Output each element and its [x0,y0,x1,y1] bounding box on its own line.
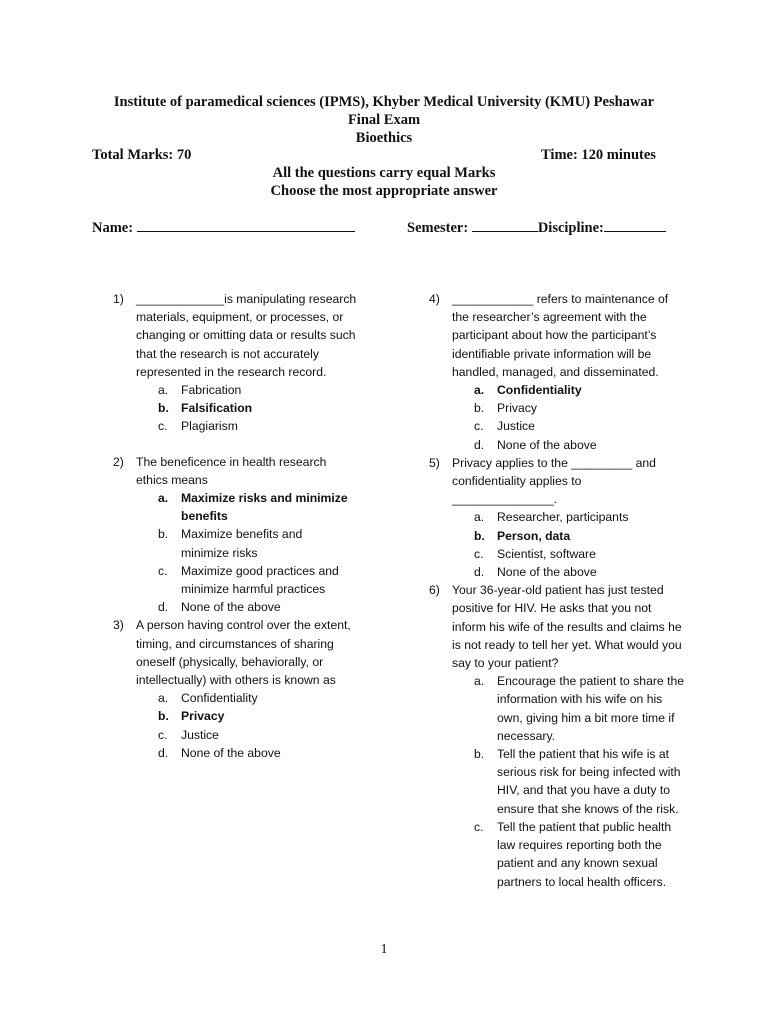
semester-label: Semester: [407,220,469,236]
question-text: Privacy applies to the _________ and confidentiality applies to _______________. [452,455,656,507]
option-text: Scientist, software [497,546,596,561]
page-number: 1 [380,942,388,957]
option-letter: a. [158,383,169,398]
question-number: 5) [429,455,440,470]
option-6b[interactable] [474,745,687,818]
option-letter: a. [158,691,169,706]
option-text: Maximize risks and minimize benefits [181,491,348,524]
option-letter: a. [474,510,485,525]
question-2 [113,453,363,617]
option-4a[interactable] [474,381,687,399]
option-text: Privacy [497,401,537,416]
option-4d[interactable] [474,436,687,454]
option-text: Justice [181,727,219,742]
option-3b[interactable] [158,707,363,725]
exam-time: Time: 120 minutes [541,147,656,163]
option-text: Falsification [181,401,253,416]
subject-title: Bioethics [355,130,413,146]
option-text: Maximize good practices and minimize harmful practices [181,563,339,597]
option-6a[interactable] [474,672,687,745]
option-letter: a. [474,383,485,398]
question-text: The beneficence in health research ethics means [136,454,327,487]
option-text: Justice [497,419,535,434]
option-1c[interactable] [158,417,363,435]
question-number: 4) [429,292,440,306]
name-row [92,218,355,237]
option-2c[interactable] [158,562,361,598]
option-4b[interactable] [474,399,687,417]
option-text: None of the above [497,437,597,452]
option-text: Tell the patient that his wife is at serious risk for being infected with HIV, and that you have a duty to ensure that she knows of the risk. [497,747,681,816]
question-4 [429,290,687,454]
option-letter: b. [158,709,169,724]
institute-title: Institute of paramedical sciences (IPMS), Khyber Medical University (KMU) Peshawar [113,94,655,110]
option-letter: c. [158,563,168,578]
option-text: Confidentiality [497,383,582,398]
option-3a[interactable] [158,689,363,707]
option-text: Tell the patient that public health law requires reporting both the patient and any known sexual partners to local health officers. [497,819,672,889]
option-letter: b. [474,747,485,762]
option-letter: a. [158,491,169,506]
semester-blank[interactable] [472,218,538,232]
question-number: 3) [113,618,124,633]
option-letter: d. [474,437,485,452]
question-number: 2) [113,454,124,469]
option-3d[interactable] [158,744,363,762]
option-letter: c. [474,546,484,561]
question-number: 1) [113,292,124,306]
exam-title: Final Exam [347,112,421,128]
option-5b[interactable] [474,527,687,545]
option-text: Plagiarism [181,419,238,434]
option-2a[interactable] [158,489,361,525]
option-1a[interactable] [158,381,363,399]
option-letter: c. [474,819,484,834]
question-3 [113,616,363,762]
question-number: 6) [429,583,440,598]
option-letter: d. [158,600,169,615]
option-3c[interactable] [158,726,363,744]
option-letter: d. [474,565,485,580]
option-text: Confidentiality [181,691,258,706]
option-text: None of the above [497,565,597,580]
option-text: None of the above [181,600,281,615]
question-1 [113,290,363,436]
option-text: Maximize benefits and minimize risks [181,527,303,560]
left-column [113,290,363,762]
option-letter: b. [158,401,169,416]
name-blank[interactable] [137,218,355,232]
option-letter: b. [158,527,169,542]
option-2b[interactable] [158,525,321,561]
question-text: A person having control over the extent, timing, and circumstances of sharing oneself (physically, behaviorally, or intellectually) with others is known as [136,618,351,688]
name-label: Name: [92,220,134,236]
option-5d[interactable] [474,563,687,581]
option-letter: b. [474,401,485,416]
semester-discipline-row [407,218,666,237]
option-letter: b. [474,528,485,543]
question-text: Your 36-year-old patient has just tested positive for HIV. He asks that you not inform his wife of the results and claims he is not ready to tell her yet. What would you say to your patient? [452,583,682,671]
option-text: Person, data [497,528,571,543]
option-letter: c. [158,419,168,434]
option-6c[interactable] [474,818,687,891]
option-letter: d. [158,745,169,760]
option-5c[interactable] [474,545,687,563]
option-5a[interactable] [474,508,687,526]
option-1b[interactable] [158,399,363,417]
option-letter: a. [474,674,485,689]
option-text: Fabrication [181,383,242,398]
question-text: ____________ refers to maintenance of the researcher’s agreement with the participant about how the participant’s identifiable private information will be handled, managed, and disseminated. [452,292,669,379]
option-letter: c. [474,419,484,434]
question-text: _____________is manipulating research materials, equipment, or processes, or changing or omitting data or results such that the research is not accurately represented in the research record. [136,292,357,379]
instruction-equal-marks: All the questions carry equal Marks [272,165,496,181]
option-text: Privacy [181,709,225,724]
option-letter: c. [158,727,168,742]
option-4c[interactable] [474,417,687,435]
option-2d[interactable] [158,598,363,616]
instruction-choose-answer: Choose the most appropriate answer [270,183,498,199]
question-6 [429,581,687,890]
option-text: Researcher, participants [497,510,629,525]
right-column [429,290,687,891]
discipline-blank[interactable] [604,218,666,232]
question-5 [429,454,687,581]
option-text: None of the above [181,745,281,760]
total-marks: Total Marks: 70 [92,147,192,163]
discipline-label: Discipline: [537,220,604,236]
option-text: Encourage the patient to share the information with his wife on his own, giving him a bit more time if necessary. [497,674,685,743]
